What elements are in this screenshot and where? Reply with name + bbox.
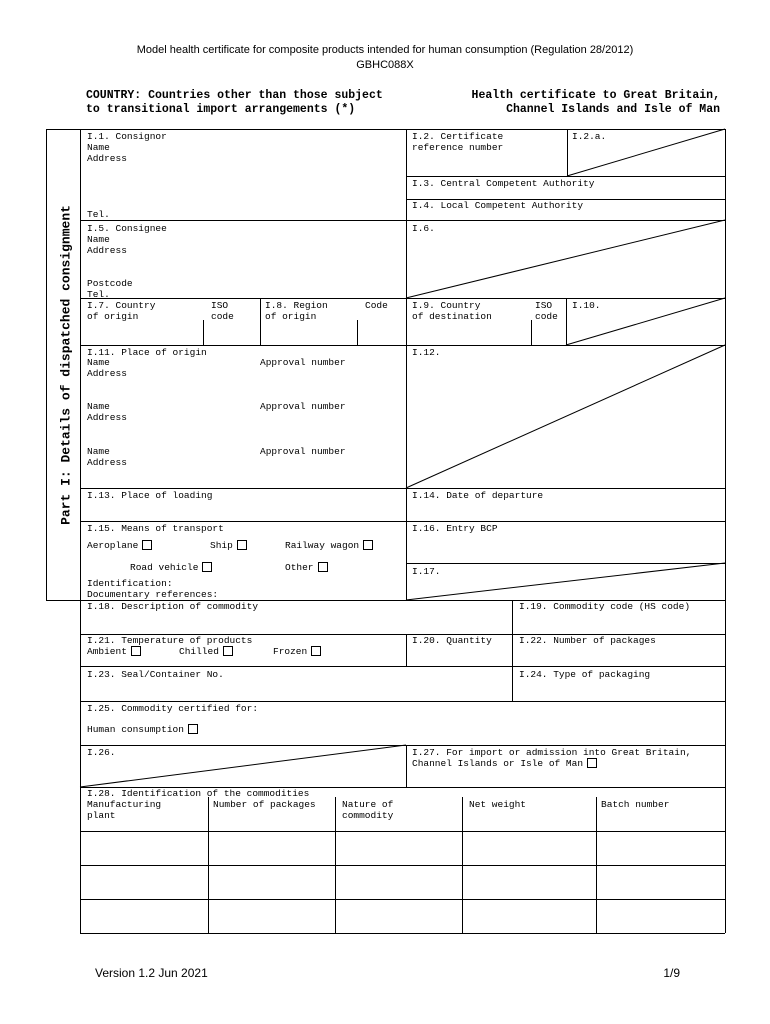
frozen-label: Frozen: [273, 646, 308, 657]
means-of-transport-label: I.15. Means of transport: [87, 523, 224, 534]
chilled-label: Chilled: [179, 646, 219, 657]
country-destination-label: I.9. Country: [412, 300, 481, 311]
identification-label: Identification:: [87, 578, 173, 589]
place-of-loading-label: I.13. Place of loading: [87, 490, 213, 501]
local-authority-label: I.4. Local Competent Authority: [412, 200, 584, 211]
ambient-label: Ambient: [87, 646, 127, 657]
place-of-origin-label: I.11. Place of origin: [87, 347, 207, 358]
region-origin-label: I.8. Region: [265, 300, 328, 311]
road-vehicle-checkbox[interactable]: [202, 562, 212, 572]
region-code-label: Code: [365, 300, 388, 311]
consignor-label: I.1. Consignor: [87, 131, 167, 142]
certificate-reference-label: I.2. Certificate: [412, 131, 504, 142]
temp-ambient: [87, 646, 141, 657]
origin-name-label-3: Name: [87, 446, 110, 457]
railway-wagon-checkbox[interactable]: [363, 540, 373, 550]
other-checkbox[interactable]: [318, 562, 328, 572]
origin-address-label-1: Address: [87, 368, 127, 379]
transport-aeroplane: [87, 540, 152, 551]
temp-chilled: [179, 646, 233, 657]
origin-name-label-2: Name: [87, 401, 110, 412]
field-i26-label: I.26.: [87, 747, 116, 758]
part-one-label: Part I: Details of dispatched consignment: [58, 205, 74, 525]
human-consumption-label: Human consumption: [87, 724, 184, 735]
transport-road: [130, 562, 212, 573]
approval-number-label-3: Approval number: [260, 446, 346, 457]
approval-number-label-2: Approval number: [260, 401, 346, 412]
field-i6-label: I.6.: [412, 223, 435, 234]
road-vehicle-label: Road vehicle: [130, 562, 199, 573]
consignor-address-label: Address: [87, 153, 127, 164]
iso-code-label-2: code: [535, 311, 558, 322]
aeroplane-label: Aeroplane: [87, 540, 139, 551]
ship-checkbox[interactable]: [237, 540, 247, 550]
seal-container-label: I.23. Seal/Container No.: [87, 669, 224, 680]
consignee-tel-label: Tel.: [87, 289, 110, 300]
column-manufacturing-plant: plant: [87, 810, 116, 821]
date-of-departure-label: I.14. Date of departure: [412, 490, 544, 501]
field-i10-label: I.10.: [572, 300, 601, 311]
entry-bcp-label: I.16. Entry BCP: [412, 523, 498, 534]
iso-code-label: code: [211, 311, 234, 322]
origin-name-label-1: Name: [87, 357, 110, 368]
type-of-packaging-label: I.24. Type of packaging: [519, 669, 651, 680]
region-origin-sublabel: of origin: [265, 311, 317, 322]
quantity-label: I.20. Quantity: [412, 635, 492, 646]
other-label: Other: [285, 562, 314, 573]
certificate-title: Health certificate to Great Britain, Channel Islands and Isle of Man: [471, 89, 720, 116]
certificate-reference-sublabel: reference number: [412, 142, 504, 153]
column-batch-number: Batch number: [601, 799, 670, 810]
document-code: GBHC088X: [356, 59, 414, 71]
import-admission-option: [412, 758, 597, 769]
frozen-checkbox[interactable]: [311, 646, 321, 656]
consignor-tel-label: Tel.: [87, 209, 110, 220]
column-nature-commodity: commodity: [342, 810, 394, 821]
railway-wagon-label: Railway wagon: [285, 540, 360, 551]
column-nature: Nature of: [342, 799, 394, 810]
document-title: Model health certificate for composite products intended for human consumption (Regulation 28/2012): [136, 44, 634, 56]
ship-label: Ship: [210, 540, 233, 551]
origin-address-label-2: Address: [87, 412, 127, 423]
transport-other: [285, 562, 328, 573]
country-destination-sublabel: of destination: [412, 311, 492, 322]
iso-label: ISO: [211, 300, 229, 311]
import-admission-label: I.27. For import or admission into Great Britain,: [412, 747, 692, 758]
number-of-packages-label: I.22. Number of packages: [519, 635, 656, 646]
column-number-of-packages: Number of packages: [213, 799, 316, 810]
consignee-postcode-label: Postcode: [87, 278, 133, 289]
field-i2a-label: I.2.a.: [572, 131, 607, 142]
consignee-label: I.5. Consignee: [87, 223, 167, 234]
country-origin-label: I.7. Country: [87, 300, 156, 311]
certified-for-label: I.25. Commodity certified for:: [87, 703, 259, 714]
iso-label-2: ISO: [535, 300, 553, 311]
certified-human: [87, 724, 198, 735]
import-admission-sublabel: Channel Islands or Isle of Man: [412, 758, 584, 769]
column-manufacturing: Manufacturing: [87, 799, 162, 810]
country-origin-sublabel: of origin: [87, 311, 139, 322]
chilled-checkbox[interactable]: [223, 646, 233, 656]
transport-railway: [285, 540, 373, 551]
origin-address-label-3: Address: [87, 457, 127, 468]
human-consumption-checkbox[interactable]: [188, 724, 198, 734]
approval-number-label-1: Approval number: [260, 357, 346, 368]
consignee-name-label: Name: [87, 234, 110, 245]
transport-ship: [210, 540, 247, 551]
import-admission-checkbox[interactable]: [587, 758, 597, 768]
identification-commodities-label: I.28. Identification of the commodities: [87, 788, 310, 799]
temp-frozen: [273, 646, 321, 657]
consignee-address-label: Address: [87, 245, 127, 256]
aeroplane-checkbox[interactable]: [142, 540, 152, 550]
documentary-references-label: Documentary references:: [87, 589, 219, 600]
description-of-commodity-label: I.18. Description of commodity: [87, 601, 259, 612]
field-i12-label: I.12.: [412, 347, 441, 358]
field-i17-label: I.17.: [412, 566, 441, 577]
temperature-label: I.21. Temperature of products: [87, 635, 253, 646]
country-label: COUNTRY: Countries other than those subject to transitional import arrangements (*): [86, 89, 383, 116]
central-authority-label: I.3. Central Competent Authority: [412, 178, 595, 189]
ambient-checkbox[interactable]: [131, 646, 141, 656]
column-net-weight: Net weight: [469, 799, 527, 810]
commodity-code-label: I.19. Commodity code (HS code): [519, 601, 691, 612]
page-number: 1/9: [663, 966, 680, 980]
consignor-name-label: Name: [87, 142, 110, 153]
version-label: Version 1.2 Jun 2021: [95, 966, 208, 980]
